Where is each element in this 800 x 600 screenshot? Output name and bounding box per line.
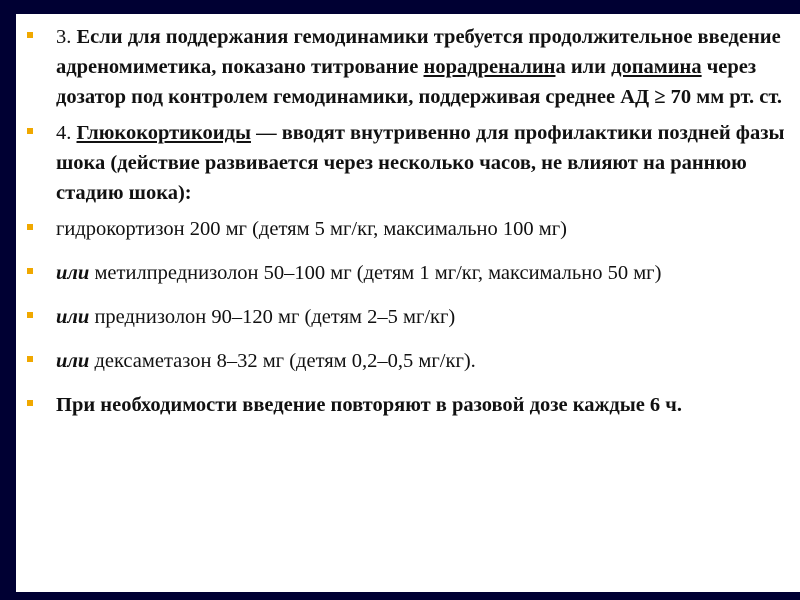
bullet-square-icon [27, 32, 33, 38]
list-item-repeat [24, 390, 796, 420]
item-number: 4. [56, 122, 77, 144]
bullet-square-icon [27, 268, 33, 274]
item-text: При необходимости введение повторяют в разовой дозе каждые 6 ч. [56, 394, 682, 416]
item-text: Если для поддержания гемодинамики требуется продолжительное введение адреномиметика, показано титрование [56, 26, 781, 78]
item-text: а или [555, 56, 612, 78]
item-text: преднизолон 90–120 мг (детям 2–5 мг/кг) [89, 306, 456, 328]
link-dopamine[interactable]: допамина [611, 56, 702, 78]
or-label: или [56, 306, 90, 328]
item-text: через дозатор под контролем гемодинамики, поддерживая среднее АД ≥ 70 мм рт. ст. [56, 56, 782, 108]
bullet-square-icon [27, 312, 33, 318]
list-item-dexamethasone [24, 346, 796, 376]
link-noradrenaline[interactable]: норадреналин [423, 56, 556, 78]
item-text: метилпреднизолон 50–100 мг (детям 1 мг/кг, максимально 50 мг) [89, 262, 662, 284]
item-text: — вводят внутривенно для профилактики поздней фазы шока (действие развивается через несколько часов, не влияют на раннюю стадию шока): [56, 122, 785, 204]
list-item-glucocorticoids [24, 118, 796, 208]
list-item-methylprednisolone [24, 258, 796, 288]
link-glucocorticoids[interactable]: Глюкокортикоиды [76, 122, 251, 144]
slide [16, 14, 800, 592]
bullet-list [24, 22, 796, 426]
list-item-hydrocortisone [24, 214, 796, 244]
list-item-titration [24, 22, 796, 112]
item-text: гидрокортизон 200 мг (детям 5 мг/кг, максимально 100 мг) [56, 218, 567, 240]
item-text: дексаметазон 8–32 мг (детям 0,2–0,5 мг/кг). [89, 350, 476, 372]
bullet-square-icon [27, 128, 33, 134]
or-label: или [56, 350, 90, 372]
bullet-square-icon [27, 356, 33, 362]
bullet-square-icon [27, 224, 33, 230]
item-number: 3. [56, 26, 77, 48]
list-item-prednisolone [24, 302, 796, 332]
bullet-square-icon [27, 400, 33, 406]
or-label: или [56, 262, 90, 284]
